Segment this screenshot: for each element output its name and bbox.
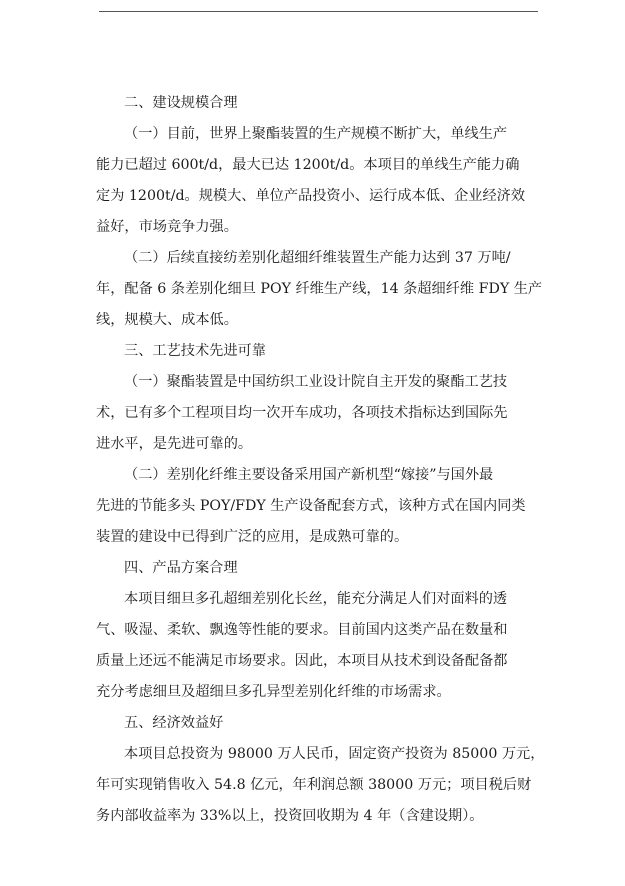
paragraph-line: 术，已有多个工程项目均一次开车成功，各项技术指标达到国际先 [96,405,508,421]
paragraph-line: 质量上还远不能满足市场要求。因此，本项目从技术到设备配备都 [96,653,508,669]
paragraph-line: （一）聚酯装置是中国纺织工业设计院自主开发的聚酯工艺技 [124,374,508,390]
paragraph-line: 务内部收益率为 33%以上，投资回收期为 4 年（含建设期）。 [96,808,484,824]
paragraph-line: （二）差别化纤维主要设备采用国产新机型“嫁接”与国外最 [124,467,494,483]
section-heading: 二、建设规模合理 [124,95,238,111]
paragraph-line: 年，配备 6 条差别化细旦 POY 纤维生产线，14 条超细纤维 FDY 生产 [96,281,543,297]
paragraph-line: 先进的节能多头 POY/FDY 生产设备配套方式，该种方式在国内同类 [96,498,526,514]
paragraph-line: 进水平，是先进可靠的。 [96,436,253,452]
paragraph [96,243,543,336]
paragraph-line: 线，规模大、成本低。 [96,312,238,328]
paragraph-line: 装置的建设中已得到广泛的应用，是成熟可靠的。 [96,529,409,545]
paragraph-line: 气、吸湿、柔软、飘逸等性能的要求。目前国内这类产品在数量和 [96,622,508,638]
paragraph-line: 充分考虑细旦及超细旦多孔异型差别化纤维的市场需求。 [96,684,451,700]
paragraph-line: （一）目前，世界上聚酯装置的生产规模不断扩大，单线生产 [124,126,508,142]
document-body [96,88,545,832]
paragraph-line: 益好，市场竞争力强。 [96,219,238,235]
header-rule [99,11,538,12]
paragraph-line: 年可实现销售收入 54.8 亿元，年利润总额 38000 万元；项目税后财 [96,777,532,793]
section-heading: 四、产品方案合理 [124,560,238,576]
section-heading: 三、工艺技术先进可靠 [124,343,266,359]
paragraph [96,119,536,243]
paragraph-line: （二）后续直接纺差别化超细纤维装置生产能力达到 37 万吨/ [124,250,511,266]
paragraph [96,460,536,553]
paragraph-line: 本项目细旦多孔超细差别化长丝，能充分满足人们对面料的透 [124,591,508,607]
paragraph-line: 定为 1200t/d。规模大、单位产品投资小、运行成本低、企业经济效 [96,188,526,204]
section-heading: 五、经济效益好 [124,715,224,731]
paragraph [96,584,536,708]
paragraph [96,739,545,832]
paragraph-line: 本项目总投资为 98000 万人民币，固定资产投资为 85000 万元， [124,746,545,762]
paragraph-line: 能力已超过 600t/d，最大已达 1200t/d。本项目的单线生产能力确 [96,157,520,173]
paragraph [96,367,536,460]
